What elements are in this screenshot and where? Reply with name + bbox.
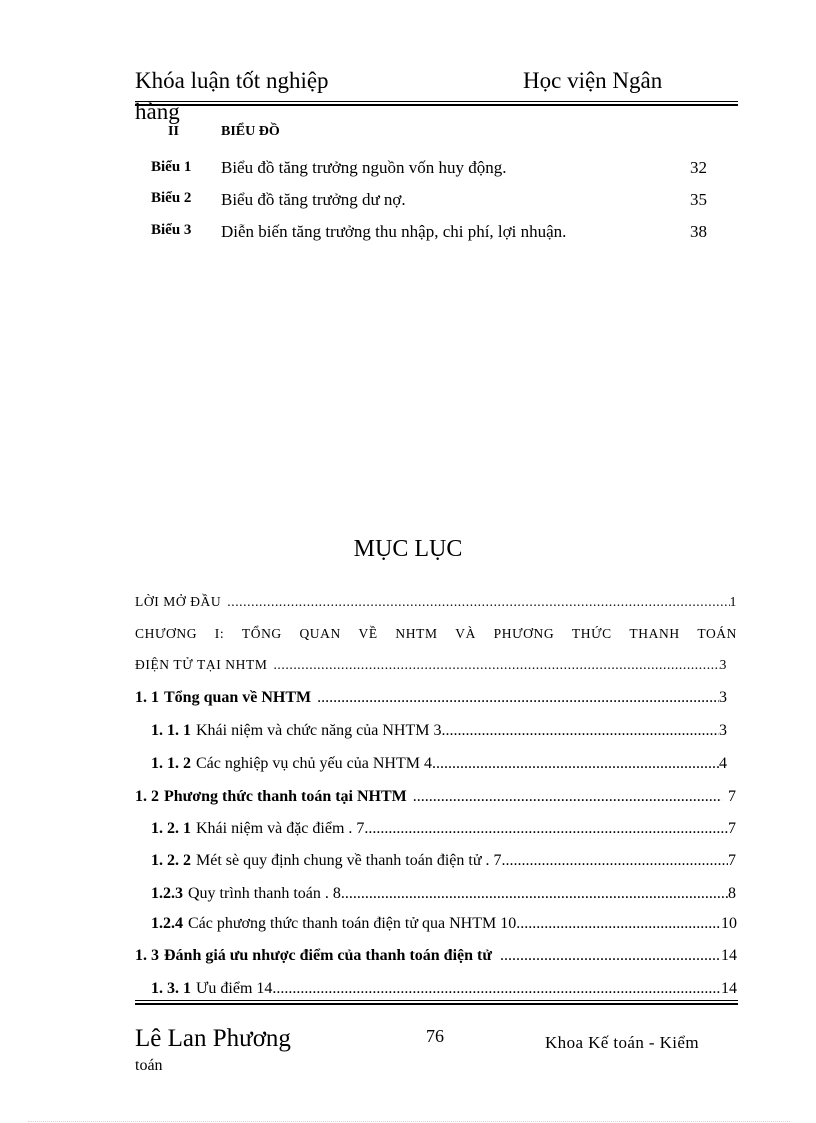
toc-entry-page: 14 xyxy=(721,980,737,997)
toc-dot-leader xyxy=(273,657,719,673)
toc-entry-intro[interactable] xyxy=(135,594,737,610)
toc-entry-text: Khái niệm và chức năng của NHTM 3 xyxy=(196,722,442,739)
toc-entry[interactable] xyxy=(151,980,737,998)
toc-entry-text: LỜI MỞ ĐẦU xyxy=(135,594,222,609)
toc-entry-text: Các nghiệp vụ chủ yếu của NHTM 4 xyxy=(196,755,432,772)
toc-entry-page: 7 xyxy=(728,852,736,869)
toc-entry-number: 1. 2. 1 xyxy=(151,820,191,837)
toc-entry-number: 1. 2. 2 xyxy=(151,852,191,869)
toc-entry-text: Khái niệm và đặc điểm . 7 xyxy=(196,820,365,837)
toc-chapter-heading-cont[interactable] xyxy=(135,657,727,673)
chart-code: Biểu 1 xyxy=(151,159,192,175)
toc-entry-number: 1. 1 xyxy=(135,689,159,706)
footer-page-number: 76 xyxy=(426,1026,444,1046)
toc-chapter-word: I: xyxy=(214,626,225,641)
toc-entry[interactable] xyxy=(151,820,736,838)
toc-entry-number: 1. 3 xyxy=(135,947,159,964)
toc-dot-leader xyxy=(441,722,719,740)
chart-page: 32 xyxy=(690,158,707,177)
toc-dot-leader xyxy=(432,755,719,773)
toc-entry-text: Mét sè quy định chung về thanh toán điện tử . 7 xyxy=(196,852,502,869)
toc-chapter-word: VỀ xyxy=(358,626,378,641)
toc-dot-leader xyxy=(364,820,728,838)
toc-entry-text: ĐIỆN TỬ TẠI NHTM xyxy=(135,657,268,672)
footer-department: Khoa Kế toán - Kiểm xyxy=(545,1033,699,1052)
toc-entry[interactable] xyxy=(135,689,727,707)
toc-entry[interactable] xyxy=(151,755,727,773)
toc-dot-leader xyxy=(341,885,728,903)
toc-entry-page: 1 xyxy=(729,594,737,609)
toc-entry-number: 1.2.4 xyxy=(151,915,183,932)
toc-chapter-word: VÀ xyxy=(455,626,476,641)
chart-page: 38 xyxy=(690,222,707,241)
toc-entry-page: 3 xyxy=(719,722,727,739)
chart-code: Biểu 3 xyxy=(151,222,192,238)
toc-entry[interactable] xyxy=(135,788,736,806)
toc-entry-text: Đánh giá ưu nhược điểm của thanh toán điện tử xyxy=(164,947,492,964)
chart-code: Biểu 2 xyxy=(151,190,192,206)
toc-chapter-word: THANH xyxy=(629,626,680,641)
toc-entry-text: Phương thức thanh toán tại NHTM xyxy=(164,788,407,805)
toc-entry[interactable] xyxy=(151,852,736,870)
header-rule-thick xyxy=(135,104,738,106)
toc-entry-page: 7 xyxy=(728,788,736,805)
toc-title: MỤC LỤC xyxy=(353,536,463,562)
chart-title: Biểu đồ tăng trưởng nguồn vốn huy động. xyxy=(221,158,507,177)
toc-entry-page: 14 xyxy=(721,947,737,964)
toc-entry-number: 1. 1. 2 xyxy=(151,755,191,772)
charts-section-label: BIỂU ĐỒ xyxy=(221,124,280,139)
toc-entry-text: Các phương thức thanh toán điện tử qua NHTM 10 xyxy=(188,915,517,932)
toc-entry-number: 1. 2 xyxy=(135,788,159,805)
toc-chapter-word: PHƯƠNG xyxy=(493,626,555,641)
charts-section-number: II xyxy=(168,124,179,139)
toc-entry-page: 3 xyxy=(719,689,727,706)
toc-chapter-word: CHƯƠNG xyxy=(135,626,198,641)
toc-entry-number: 1.2.3 xyxy=(151,885,183,902)
toc-entry-number: 1. 1. 1 xyxy=(151,722,191,739)
header-wrap: hàng xyxy=(135,99,180,124)
toc-dot-leader xyxy=(516,915,721,933)
toc-chapter-word: QUAN xyxy=(299,626,341,641)
chart-page: 35 xyxy=(690,190,707,209)
toc-entry-text: Quy trình thanh toán . 8 xyxy=(188,885,341,902)
toc-dot-leader xyxy=(413,788,722,806)
footer-wrap: toán xyxy=(135,1057,163,1074)
page-bottom-dotted-edge xyxy=(28,1121,790,1122)
toc-entry-number: 1. 3. 1 xyxy=(151,980,191,997)
toc-entry[interactable] xyxy=(151,722,727,740)
chart-title: Diễn biến tăng trưởng thu nhập, chi phí, lợi nhuận. xyxy=(221,222,567,241)
header-rule-thin xyxy=(135,101,738,102)
toc-entry-text: Ưu điểm 14 xyxy=(196,980,273,997)
toc-entry-page: 7 xyxy=(728,820,736,837)
toc-dot-leader xyxy=(272,980,721,998)
footer-rule-thin xyxy=(135,1000,738,1001)
toc-entry[interactable] xyxy=(151,885,736,903)
footer-author: Lê Lan Phương xyxy=(135,1025,291,1052)
chart-title: Biểu đồ tăng trưởng dư nợ. xyxy=(221,190,406,209)
toc-entry-page: 10 xyxy=(721,915,737,932)
toc-entry[interactable] xyxy=(135,947,737,965)
toc-chapter-word: TOÁN xyxy=(697,626,737,641)
toc-dot-leader xyxy=(502,852,728,870)
toc-dot-leader xyxy=(227,594,729,610)
toc-dot-leader xyxy=(500,947,721,965)
toc-chapter-word: TỔNG xyxy=(241,626,282,641)
header-right: Học viện Ngân xyxy=(523,68,663,93)
toc-chapter-word: NHTM xyxy=(395,626,438,641)
toc-chapter-heading[interactable] xyxy=(135,626,737,642)
footer-rule-thick xyxy=(135,1003,738,1005)
toc-dot-leader xyxy=(317,689,719,707)
toc-entry-page: 8 xyxy=(728,885,736,902)
toc-entry-page: 3 xyxy=(719,657,727,672)
toc-entry[interactable] xyxy=(151,915,737,933)
toc-entry-text: Tổng quan về NHTM xyxy=(164,689,312,706)
toc-entry-page: 4 xyxy=(719,755,727,772)
header-left: Khóa luận tốt nghiệp xyxy=(135,68,329,93)
toc-chapter-word: THỨC xyxy=(571,626,612,641)
